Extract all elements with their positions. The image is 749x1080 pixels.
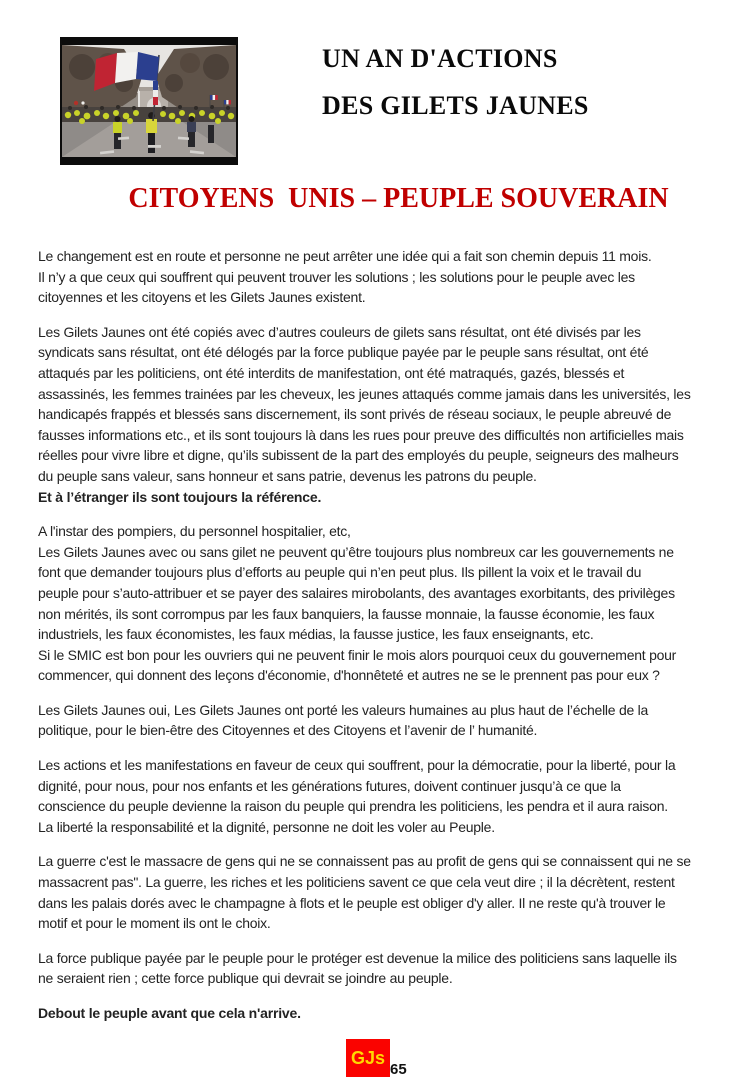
text-line: politique, pour le bien-être des Citoyennes et des Citoyens et l’avenir de l’ humanité. (38, 722, 538, 739)
text-line: réelles pour vivre libre et digne, qu’ils subissent de la part des employés du peuple, seigneurs des malheurs (38, 447, 679, 464)
gilets-jaunes-march-photo (60, 37, 238, 165)
paragraph (38, 700, 747, 741)
text-line: La force publique payée par le peuple pour le protéger est devenue la milice des politiciens sans laquelle ils (38, 949, 677, 966)
gjs-logo-text: GJs (350, 1047, 386, 1068)
text-line: Il n’y a que ceux qui souffrent qui peuvent trouver les solutions ; les solutions pour le peuple avec les (38, 268, 635, 285)
text-line: peuple pour s’auto-attribuer et se payer des salaires mirobolants, des avantages exorbitants, des privilèges (38, 584, 675, 601)
text-line: Le changement est en route et personne ne peut arrêter une idée qui a fait son chemin depuis 11 mois. (38, 248, 652, 264)
emphasis-line: Et à l’étranger ils sont toujours la référence. (38, 488, 322, 505)
text-line: La liberté la responsabilité et la dignité, personne ne doit les voler au Peuple. (38, 818, 495, 835)
text-line: massacrent pas". La guerre, les riches et les politiciens savent ce que cela veut dire ; il la décrètent, restent (38, 874, 675, 891)
text-line: Les Gilets Jaunes avec ou sans gilet ne peuvent qu’être toujours plus nombreux car les gouvernements ne (38, 543, 674, 560)
text-line: commencer, qui donnent des leçons d'économie, d'honnêteté et autres ne se le prennent pas pour eux ? (38, 667, 660, 684)
text-line: du peuple sans valeur, sans honneur et sans patrie, devenus les patrons du peuple. (38, 467, 537, 484)
paragraph (38, 851, 747, 933)
text-line: assassinés, les femmes trainées par les cheveux, les jeunes attaqués comme jamais dans les universités, les (38, 385, 691, 402)
text-line: Si le SMIC est bon pour les ouvriers qui ne peuvent finir le mois alors pourquoi ceux du gouvernement pour (38, 646, 677, 663)
text-line: handicapés frappés et blessés sans discernement, ils sont privés de réseau sociaux, le peuple abreuvé de (38, 406, 672, 423)
text-line: motif et pour le moment ils ont le choix. (38, 915, 271, 932)
text-line: dans les palais dorés avec le champagne à flots et le peuple est obliger d'y aller. Il ne reste qu'à trouver le (38, 894, 666, 911)
photo-illustration (60, 37, 238, 165)
text-line: Les Gilets Jaunes oui, Les Gilets Jaunes ont porté les valeurs humaines au plus haut de l’échelle de la (38, 701, 649, 718)
text-line: font que demander toujours plus d’efforts au peuple qui n’en peut plus. Ils pillent la voix et le travail du (38, 564, 642, 581)
text-line: Les Gilets Jaunes ont été copiés avec d’autres couleurs de gilets sans résultat, ont été divisés par les (38, 323, 641, 340)
emphasis-line: Debout le peuple avant que cela n'arrive. (38, 1005, 301, 1021)
slogan-heading: CITOYENS UNIS – PEUPLE SOUVERAIN (128, 183, 669, 214)
paragraph (38, 1003, 747, 1024)
text-line: industriels, les faux économistes, les faux médias, la fausse justice, les faux enseignants, etc. (38, 626, 594, 643)
page-title-line2: DES GILETS JAUNES (322, 91, 589, 120)
page-number: 65 (390, 1061, 407, 1078)
text-line: attaqués par les politiciens, ont été interdits de manifestation, ont été matraqués, gazés, blessés et (38, 364, 625, 381)
paragraph (38, 948, 747, 989)
paragraph (38, 755, 747, 837)
text-line: dignité, pour nous, pour nos enfants et les générations futures, doivent continuer jusqu’à ce que la (38, 777, 621, 794)
paragraph (38, 322, 747, 507)
paragraph (38, 521, 747, 686)
page-title-line1: UN AN D'ACTIONS (322, 44, 558, 73)
text-line: A l'instar des pompiers, du personnel hospitalier, etc, (38, 523, 351, 540)
text-line: citoyennes et les citoyens et les Gilets Jaunes existent. (38, 289, 366, 306)
text-line: fausses informations etc., et ils sont toujours là dans les rues pour preuve des difficultés non artificielles mais (38, 426, 684, 443)
text-line: conscience du peuple devienne la raison du peuple qui prendra les politiciens, les pendra et il aura raison. (38, 798, 668, 815)
text-line: La guerre c'est le massacre de gens qui ne se connaissent pas au profit de gens qui se connaissent qui ne se (38, 853, 691, 870)
gjs-logo-badge (346, 1039, 390, 1077)
text-line: syndicats sans résultat, ont été délogés par la force publique payée par le peuple sans résultat, ont été (38, 344, 649, 361)
body-text (38, 246, 747, 1038)
paragraph (38, 246, 747, 308)
text-line: ne seraient rien ; cette force publique qui devrait se joindre au peuple. (38, 970, 453, 987)
title-block (322, 42, 589, 123)
text-line: Les actions et les manifestations en faveur de ceux qui souffrent, pour la démocratie, pour la liberté, pour la (38, 757, 676, 774)
text-line: non mérités, ils sont corrompus par les faux banquiers, la fausse monnaie, la fausse économie, les faux (38, 605, 655, 622)
